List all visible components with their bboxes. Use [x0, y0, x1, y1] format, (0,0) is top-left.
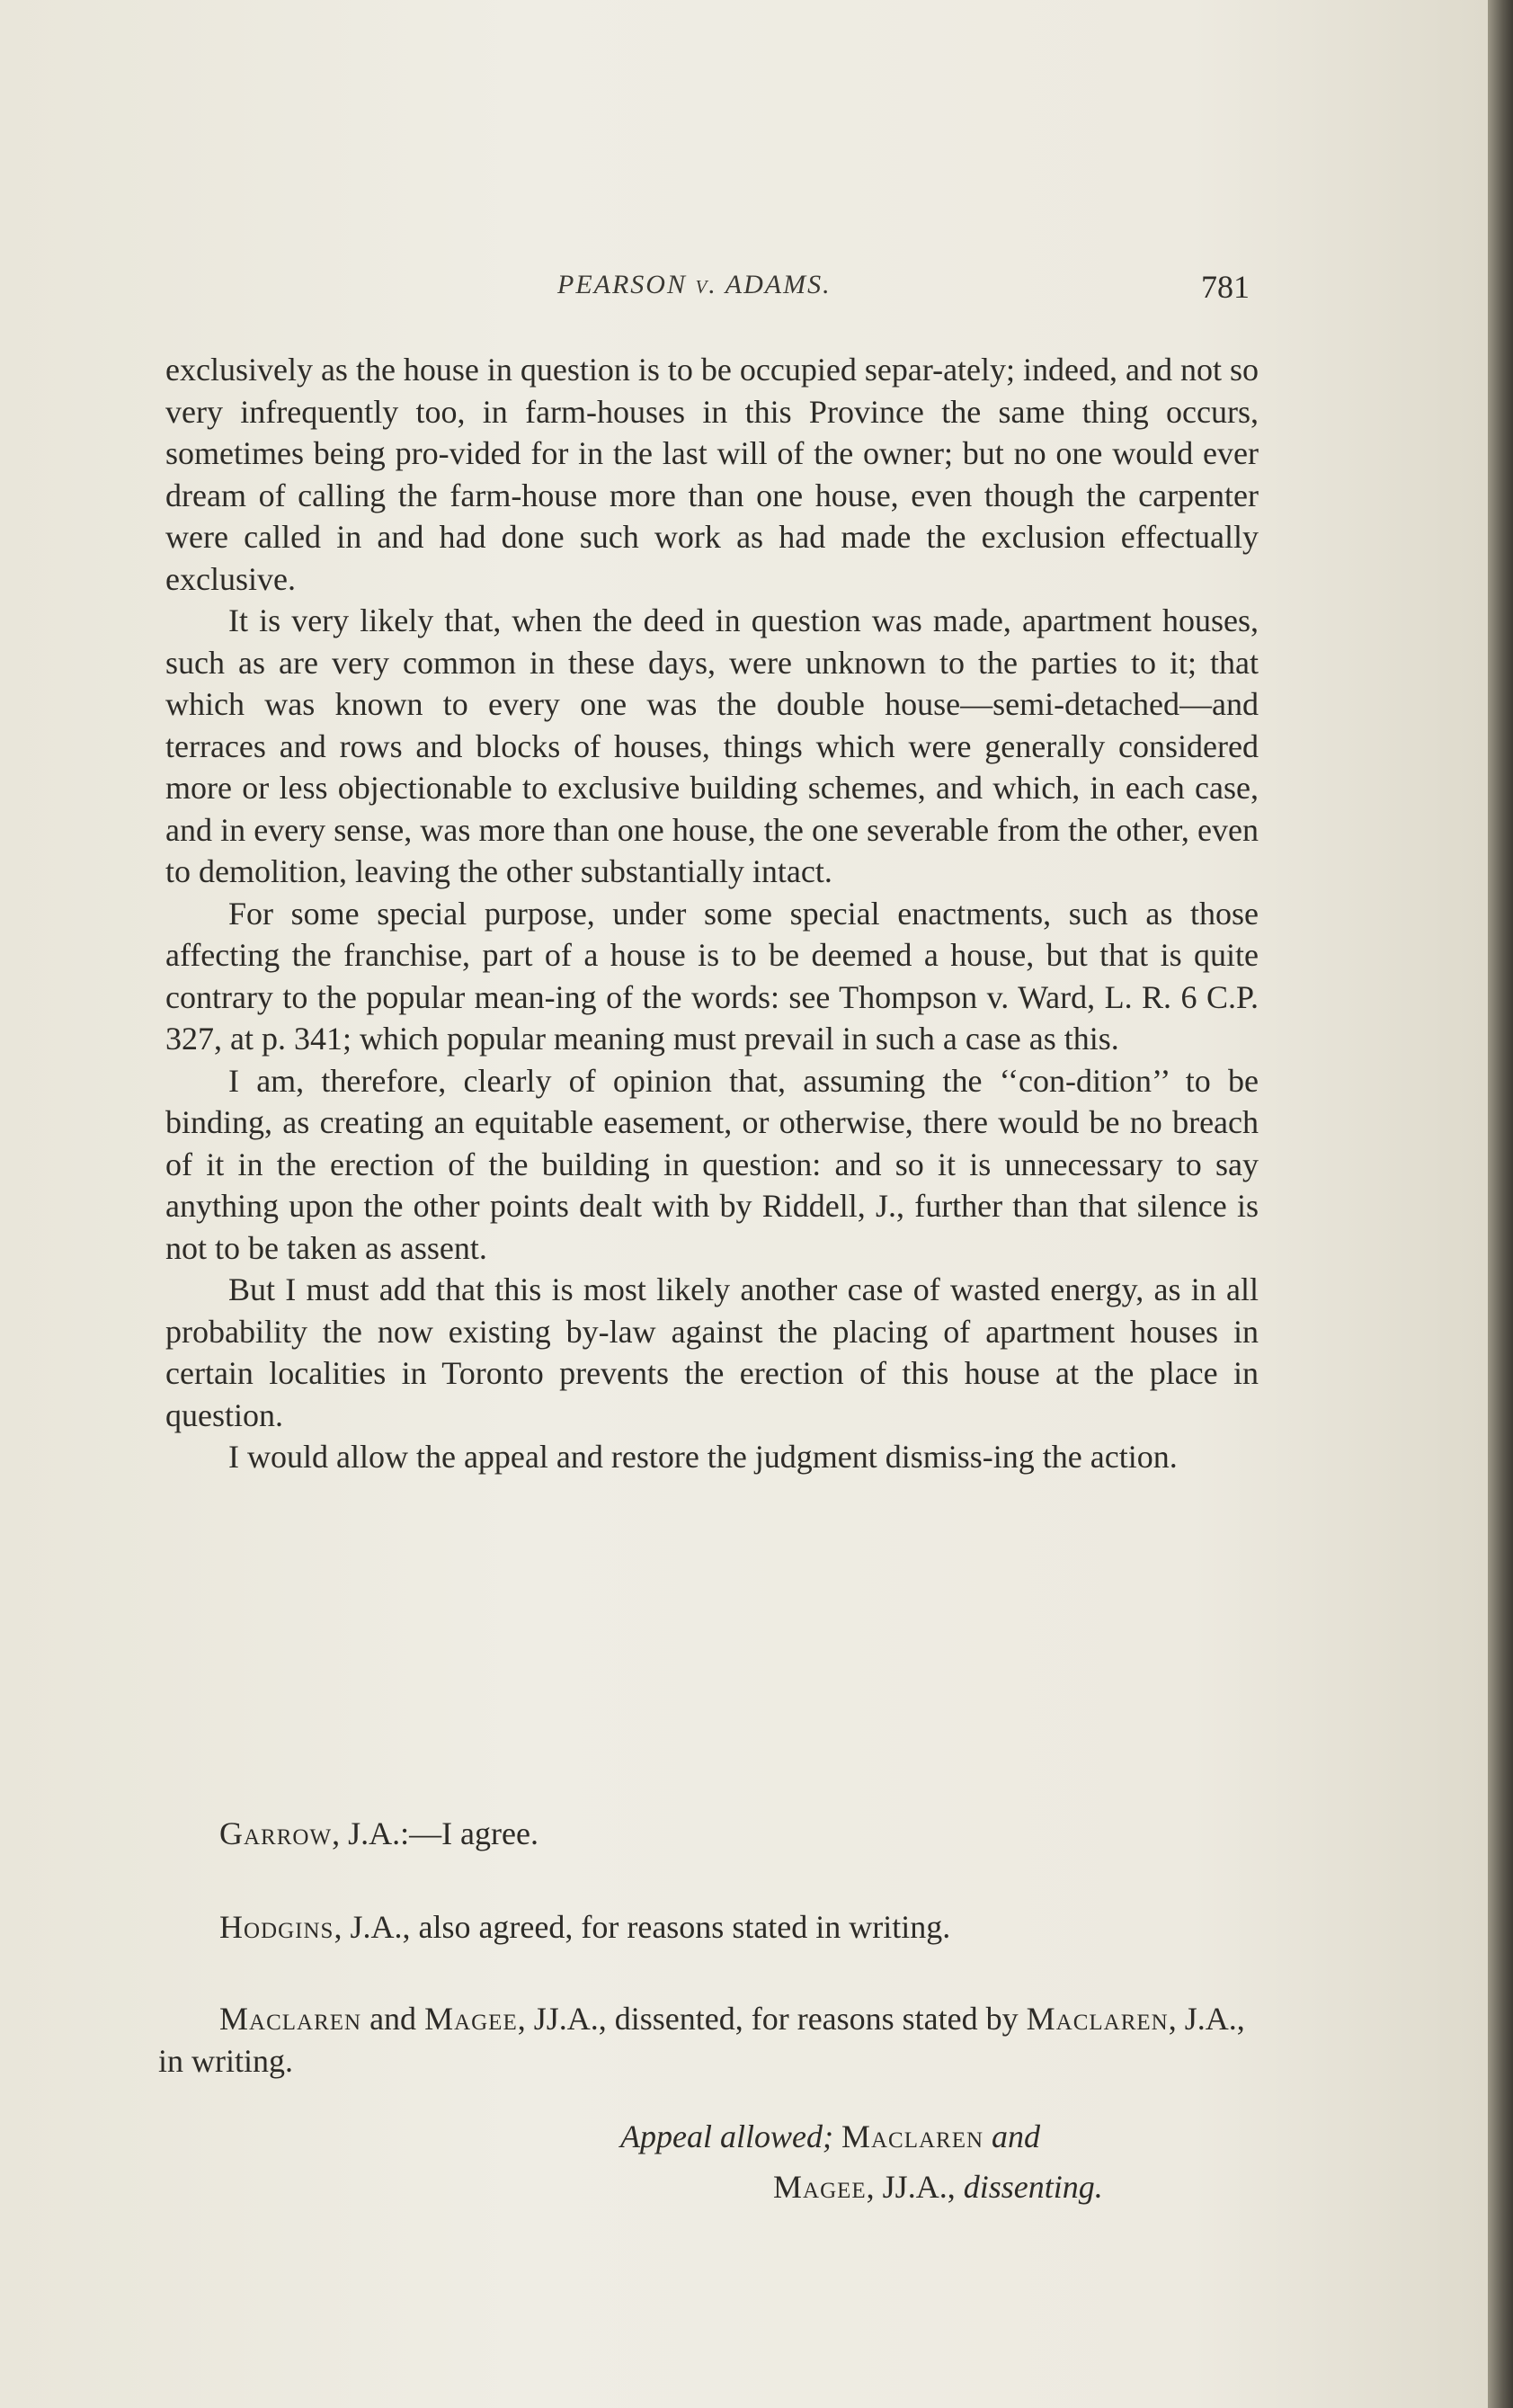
paragraph: For some special purpose, under some special enactments, such as those affecting the franchise, part of a house is to be deemed a house, but that is quite contrary to the popular mean-ing of the words: see Thompson v. Ward, L. R. 6 C.P. 327, at p. 341; which popular meaning must prevail in such a case as this.	[165, 895, 1259, 1057]
concurrence-text: , J.A., also agreed, for reasons stated in writing.	[334, 1909, 951, 1945]
paragraph: It is very likely that, when the deed in question was made, apartment houses, such as are very common in these days, were unknown to the parties to it; that which was known to every one was the double house—semi-detached—and terraces and rows and blocks of houses, things which were generally considered more or less objectionable to exclusive building schemes, and which, in each case, and in every sense, was more than one house, the one severable from the other, even to demolition, leaving the other substantially intact.	[165, 602, 1259, 889]
dissenting: dissenting.	[963, 2169, 1103, 2205]
judge-name: Maclaren	[219, 2001, 362, 2037]
paragraph: exclusively as the house in question is to be occupied separ-ately; indeed, and not so very infrequently too, in farm-houses in this Province the same thing occurs, sometimes being pro-vided for in the last will of the owner; but no one would ever dream of calling the farm-house more than one house, even though the carpenter were called in and had done such work as had made the exclusion effectually exclusive.	[165, 352, 1259, 597]
judge-name: Garrow	[219, 1815, 333, 1851]
disposition-line-1	[620, 2111, 1250, 2162]
judge-name: Maclaren	[1026, 2001, 1169, 2037]
page-header	[0, 266, 1488, 320]
disposition	[620, 2111, 1250, 2212]
paragraph: I am, therefore, clearly of opinion that, assuming the ‘‘con-dition’’ to be binding, as creating an equitable easement, or otherwise, there would be no breach of it in the erection of the building in question: and so it is unnecessary to say anything upon the other points dealt with by Riddell, J., further than that silence is not to be taken as assent.	[165, 1062, 1259, 1266]
judgment-text	[165, 349, 1259, 1478]
dissent-text: , J.A., in writing.	[158, 2001, 1245, 2079]
jja-label: , JJ.A.,	[866, 2169, 956, 2205]
running-title: PEARSON v. ADAMS.	[557, 270, 832, 299]
judge-name: Magee	[773, 2169, 867, 2205]
disposition-line-2	[620, 2162, 1250, 2212]
judge-name: Magee	[424, 2001, 518, 2037]
paragraph: I would allow the appeal and restore the judgment dismiss-ing the action.	[228, 1439, 1178, 1475]
dissent-text: and	[361, 2001, 425, 2037]
paragraph: But I must add that this is most likely another case of wasted energy, as in all probability the now existing by-law against the placing of apartment houses in certain localities in Toronto prevents the erection of this house at the place in question.	[165, 1271, 1259, 1433]
judge-name: Hodgins	[219, 1909, 334, 1945]
conjunction: and	[992, 2118, 1041, 2154]
hodgins-concurrence	[219, 1906, 1253, 1949]
garrow-concurrence	[219, 1813, 1253, 1855]
page-number: 781	[1201, 269, 1250, 305]
judge-name: Maclaren	[841, 2118, 984, 2154]
dissent-note	[158, 1998, 1255, 2082]
appeal-allowed: Appeal allowed;	[620, 2118, 833, 2154]
book-binding-edge	[1488, 0, 1513, 2408]
concurrence-text: , J.A.:—I agree.	[332, 1815, 538, 1851]
dissent-text: , JJ.A., dissented, for reasons stated by	[517, 2001, 1027, 2037]
